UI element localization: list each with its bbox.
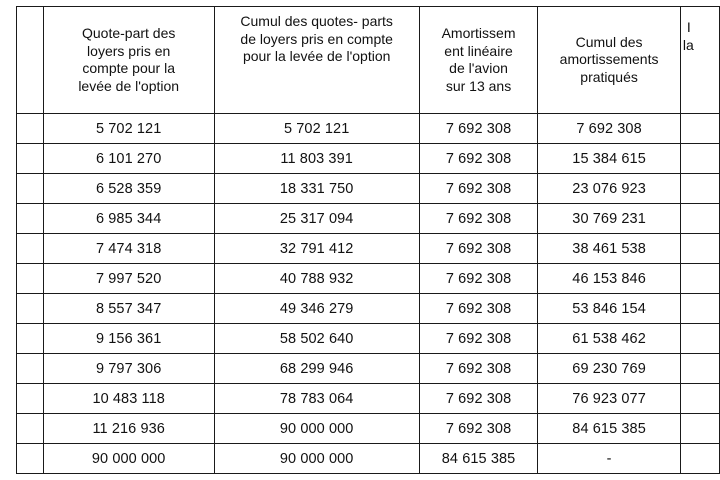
header-amortissement	[419, 7, 538, 114]
partial-cell	[680, 294, 719, 324]
table-row	[17, 204, 720, 234]
header-amortissement-line: Amortissem	[441, 25, 516, 41]
cell-cumul-amort: 53 846 154	[538, 294, 681, 324]
year-cell	[17, 414, 44, 444]
header-amortissement-line: sur 13 ans	[445, 77, 512, 94]
cell-amortissement: 7 692 308	[419, 204, 538, 234]
cell-amortissement: 7 692 308	[419, 324, 538, 354]
header-cumul-amortissements	[538, 7, 681, 114]
header-quote-part-line: compte pour la	[82, 60, 175, 76]
year-cell	[17, 264, 44, 294]
partial-cell	[680, 324, 719, 354]
partial-cell	[680, 444, 719, 474]
partial-cell	[680, 384, 719, 414]
cell-quote-part: 11 216 936	[43, 414, 214, 444]
year-cell	[17, 174, 44, 204]
cell-cumul-amort: 30 769 231	[538, 204, 681, 234]
cell-cumul-amort: 76 923 077	[538, 384, 681, 414]
cell-quote-part: 9 797 306	[43, 354, 214, 384]
year-cell	[17, 234, 44, 264]
table-row	[17, 414, 720, 444]
year-cell	[17, 384, 44, 414]
cell-amortissement: 7 692 308	[419, 144, 538, 174]
table-row	[17, 264, 720, 294]
header-cumul-quotes	[214, 7, 419, 114]
table-row	[17, 174, 720, 204]
cell-amortissement: 7 692 308	[419, 384, 538, 414]
header-quote-part-line: Quote-part des	[81, 25, 176, 41]
cell-cumul-quotes: 90 000 000	[214, 444, 419, 474]
partial-cell	[680, 174, 719, 204]
amortization-table	[16, 6, 720, 474]
cell-quote-part: 10 483 118	[43, 384, 214, 414]
year-cell	[17, 114, 44, 144]
cell-cumul-amort: 15 384 615	[538, 144, 681, 174]
cell-cumul-amort: -	[538, 444, 681, 474]
year-cell	[17, 444, 44, 474]
header-partial-line: la	[682, 36, 694, 53]
partial-cell	[680, 354, 719, 384]
year-cell	[17, 354, 44, 384]
year-cell	[17, 204, 44, 234]
cell-cumul-quotes: 11 803 391	[214, 144, 419, 174]
cell-cumul-quotes: 5 702 121	[214, 114, 419, 144]
header-quote-part-line: levée de l'option	[78, 77, 180, 94]
partial-cell	[680, 234, 719, 264]
cell-cumul-quotes: 78 783 064	[214, 384, 419, 414]
partial-cell	[680, 204, 719, 234]
partial-cell	[680, 264, 719, 294]
header-quote-part-line: loyers pris en	[87, 42, 171, 59]
header-partial-column	[680, 7, 719, 114]
table-row	[17, 324, 720, 354]
header-cumul-quotes-line: Cumul des quotes- parts	[240, 13, 393, 29]
table-row	[17, 354, 720, 384]
header-amortissement-line: de l'avion	[449, 60, 508, 76]
cell-amortissement: 7 692 308	[419, 174, 538, 204]
table-row	[17, 294, 720, 324]
cell-amortissement: 7 692 308	[419, 234, 538, 264]
cell-cumul-quotes: 90 000 000	[214, 414, 419, 444]
cell-quote-part: 90 000 000	[43, 444, 214, 474]
cell-amortissement: 7 692 308	[419, 264, 538, 294]
header-cumul-amort-line: Cumul des	[575, 33, 643, 50]
year-cell	[17, 294, 44, 324]
cell-amortissement: 7 692 308	[419, 114, 538, 144]
year-cell	[17, 324, 44, 354]
table-row	[17, 114, 720, 144]
header-cumul-quotes-line: de loyers pris en compte	[240, 30, 393, 47]
header-year-cell	[17, 7, 44, 114]
cell-cumul-quotes: 32 791 412	[214, 234, 419, 264]
cell-amortissement: 84 615 385	[419, 444, 538, 474]
year-cell	[17, 144, 44, 174]
cell-amortissement: 7 692 308	[419, 414, 538, 444]
cell-quote-part: 6 101 270	[43, 144, 214, 174]
cell-cumul-amort: 23 076 923	[538, 174, 681, 204]
cell-cumul-quotes: 58 502 640	[214, 324, 419, 354]
cell-cumul-amort: 61 538 462	[538, 324, 681, 354]
cell-cumul-amort: 7 692 308	[538, 114, 681, 144]
table-row	[17, 234, 720, 264]
cell-quote-part: 6 985 344	[43, 204, 214, 234]
header-cumul-amort-line: pratiqués	[580, 68, 638, 85]
cell-cumul-amort: 84 615 385	[538, 414, 681, 444]
cell-quote-part: 6 528 359	[43, 174, 214, 204]
cell-quote-part: 9 156 361	[43, 324, 214, 354]
cell-cumul-amort: 46 153 846	[538, 264, 681, 294]
header-row	[17, 7, 720, 114]
cell-amortissement: 7 692 308	[419, 354, 538, 384]
cell-cumul-amort: 38 461 538	[538, 234, 681, 264]
cell-quote-part: 8 557 347	[43, 294, 214, 324]
cell-cumul-quotes: 25 317 094	[214, 204, 419, 234]
header-amortissement-line: ent linéaire	[444, 42, 513, 59]
cell-cumul-amort: 69 230 769	[538, 354, 681, 384]
cell-cumul-quotes: 68 299 946	[214, 354, 419, 384]
table-row	[17, 384, 720, 414]
table-row	[17, 144, 720, 174]
header-partial-line: I	[686, 19, 691, 35]
cell-quote-part: 7 474 318	[43, 234, 214, 264]
cell-quote-part: 7 997 520	[43, 264, 214, 294]
cell-cumul-quotes: 40 788 932	[214, 264, 419, 294]
header-quote-part	[43, 7, 214, 114]
header-cumul-amort-line: amortissements	[559, 51, 659, 68]
cell-cumul-quotes: 49 346 279	[214, 294, 419, 324]
partial-cell	[680, 414, 719, 444]
cell-cumul-quotes: 18 331 750	[214, 174, 419, 204]
header-cumul-quotes-line: pour la levée de l'option	[242, 48, 391, 64]
table-row	[17, 444, 720, 474]
cell-amortissement: 7 692 308	[419, 294, 538, 324]
partial-cell	[680, 144, 719, 174]
partial-cell	[680, 114, 719, 144]
cell-quote-part: 5 702 121	[43, 114, 214, 144]
